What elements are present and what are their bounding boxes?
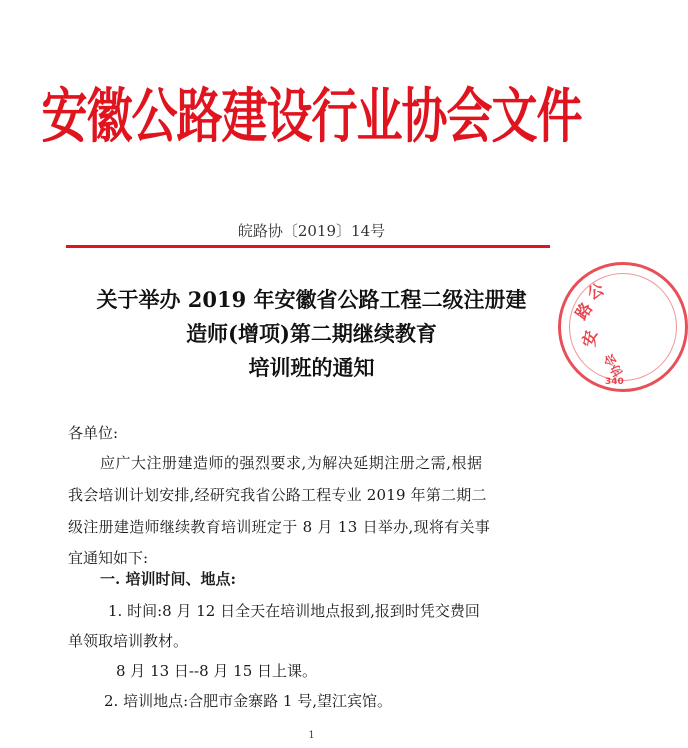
section-1-heading: 一. 培训时间、地点: <box>100 570 236 588</box>
paragraph-1-line-1: 应广大注册建造师的强烈要求,为解决延期注册之需,根据 <box>100 454 483 472</box>
paragraph-1-line-2: 我会培训计划安排,经研究我省公路工程专业 2019 年第二期二 <box>68 486 487 504</box>
seal-character: 安 <box>579 329 601 349</box>
item-1-line-2: 单领取培训教材。 <box>68 632 189 650</box>
notice-title-line-3: 培训班的通知 <box>248 355 375 380</box>
document-number: 皖路协〔2019〕14号 <box>237 222 386 240</box>
masthead-title: 安徽公路建设行业协会文件 <box>41 81 582 151</box>
seal-character: 路 <box>571 299 597 324</box>
seal-code: 340 <box>605 377 624 387</box>
paragraph-1-line-3: 级注册建造师继续教育培训班定于 8 月 13 日举办,现将有关事 <box>68 518 491 536</box>
paragraph-1-line-4: 宜通知如下: <box>68 549 149 567</box>
item-1-line-1: 1. 时间:8 月 12 日全天在培训地点报到,报到时凭交费回 <box>108 602 480 620</box>
page-number: 1 <box>308 730 315 741</box>
notice-title-line-2: 造师(增项)第二期继续教育 <box>186 321 437 346</box>
seal-character: 协会 <box>601 351 626 380</box>
red-divider-rule <box>66 245 550 248</box>
notice-title-line-1: 关于举办 2019 年安徽省公路工程二级注册建 <box>96 287 527 312</box>
item-1-line-3: 8 月 13 日--8 月 15 日上课。 <box>116 662 318 680</box>
official-seal-stamp <box>558 262 688 392</box>
item-2: 2. 培训地点:合肥市金寨路 1 号,望江宾馆。 <box>104 692 392 710</box>
seal-character: 公 <box>583 279 608 304</box>
salutation: 各单位: <box>68 424 119 442</box>
